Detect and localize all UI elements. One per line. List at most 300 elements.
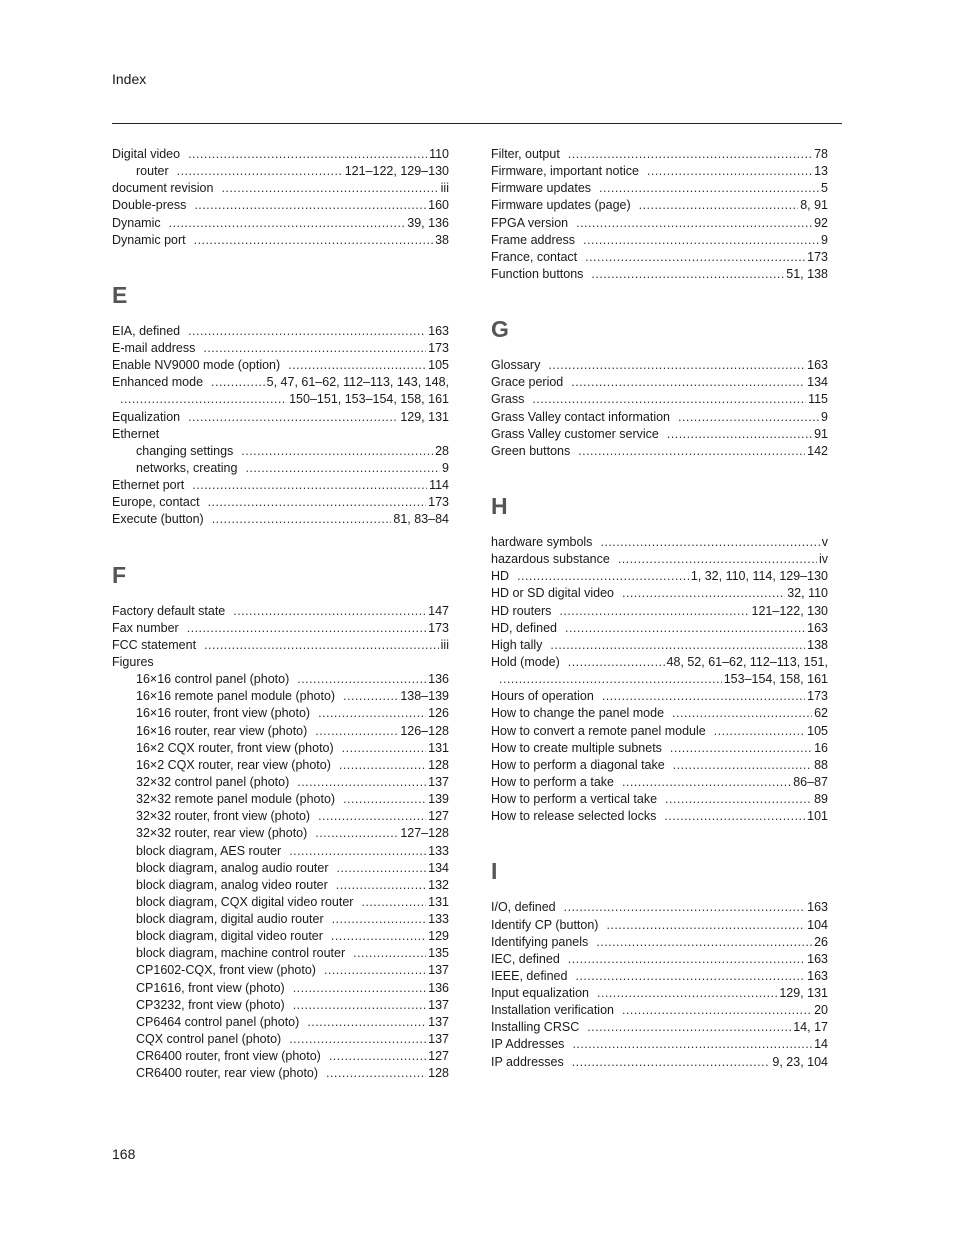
index-term: How to convert a remote panel module (491, 723, 706, 738)
index-entry (491, 774, 828, 791)
index-term: CP1616, front view (photo) (136, 980, 285, 995)
index-page-reference: 133 (428, 912, 449, 927)
index-page-reference: 16 (814, 740, 828, 755)
index-entry (491, 232, 828, 249)
dot-leader (575, 968, 805, 985)
index-page-reference: 127–128 (400, 826, 449, 841)
index-page-reference: 13 (814, 164, 828, 179)
index-page-reference: 127 (428, 1049, 449, 1064)
index-group-g (491, 357, 828, 460)
index-page-reference: 163 (428, 323, 449, 338)
index-entry (491, 740, 828, 757)
dot-leader (517, 568, 689, 585)
index-entry (491, 163, 828, 180)
index-entry (491, 146, 828, 163)
index-entry (112, 477, 449, 494)
index-entry (112, 511, 449, 528)
dot-leader (673, 757, 812, 774)
index-entry (112, 232, 449, 249)
index-entry (112, 215, 449, 232)
dot-leader (353, 945, 426, 962)
index-entry (491, 391, 828, 408)
dot-leader (204, 637, 439, 654)
index-page-reference: 134 (428, 860, 449, 875)
index-term: How to release selected locks (491, 809, 657, 824)
index-term: CR6400 router, front view (photo) (136, 1049, 321, 1064)
index-entry (112, 357, 449, 374)
index-page-reference: 121–122, 129–130 (344, 164, 449, 179)
index-term: 32×32 control panel (photo) (136, 774, 290, 789)
index-page-reference: 92 (814, 215, 828, 230)
index-entry (491, 1002, 828, 1019)
index-group-d (112, 146, 449, 249)
dot-leader (591, 266, 784, 283)
index-term: IP Addresses (491, 1037, 565, 1052)
index-term: Hold (mode) (491, 654, 560, 669)
dot-leader (602, 688, 805, 705)
dot-leader (331, 928, 426, 945)
dot-leader (289, 1031, 426, 1048)
dot-leader (559, 603, 749, 620)
index-subentry (112, 705, 449, 722)
index-page-reference: 88 (814, 757, 828, 772)
index-term: 16×2 CQX router, front view (photo) (136, 740, 334, 755)
index-page-reference: 126 (428, 706, 449, 721)
index-page-reference: 104 (807, 917, 828, 932)
dot-leader (572, 1054, 771, 1071)
index-page-reference: 128 (428, 1066, 449, 1081)
dot-leader (568, 146, 812, 163)
dot-leader (297, 671, 426, 688)
index-subentry (112, 791, 449, 808)
index-entry (491, 197, 828, 214)
index-entry (491, 443, 828, 460)
index-term: IP addresses (491, 1054, 564, 1069)
index-term: networks, creating (136, 460, 238, 475)
index-entry (112, 409, 449, 426)
dot-leader (664, 808, 805, 825)
index-page-reference: 115 (808, 392, 828, 407)
index-term: 16×16 remote panel module (photo) (136, 689, 336, 704)
index-subentry (112, 774, 449, 791)
index-subentry (112, 163, 449, 180)
index-page-reference: 133 (428, 843, 449, 858)
dot-leader (120, 391, 287, 408)
dot-leader (188, 146, 427, 163)
index-subentry (112, 1031, 449, 1048)
index-entry (491, 688, 828, 705)
dot-leader (587, 1019, 791, 1036)
index-term: Frame address (491, 232, 576, 247)
index-page-reference: 9, 23, 104 (772, 1054, 828, 1069)
index-page-reference: 32, 110 (787, 586, 828, 601)
dot-leader (678, 409, 819, 426)
index-term: Grass Valley contact information (491, 409, 671, 424)
dot-leader (318, 808, 426, 825)
index-page-reference: 91 (814, 426, 828, 441)
index-term: 16×16 router, rear view (photo) (136, 723, 308, 738)
index-page-reference: 26 (814, 934, 828, 949)
index-page-reference: 173 (807, 689, 828, 704)
dot-leader (622, 774, 791, 791)
index-entry (491, 723, 828, 740)
dot-leader (324, 962, 426, 979)
index-page-reference: 142 (807, 443, 828, 458)
dot-leader (618, 551, 817, 568)
dot-leader (361, 894, 426, 911)
index-term: Execute (button) (112, 512, 204, 527)
section-letter-f: F (112, 561, 127, 588)
dot-leader (667, 426, 812, 443)
index-entry (491, 585, 828, 602)
index-term: FPGA version (491, 215, 569, 230)
index-term: Digital video (112, 147, 181, 161)
index-entry (112, 426, 449, 443)
index-term: Green buttons (491, 443, 571, 458)
index-subentry (112, 671, 449, 688)
index-term: How to perform a vertical take (491, 792, 658, 807)
index-subentry (112, 945, 449, 962)
index-subentry (112, 911, 449, 928)
index-group-e (112, 323, 449, 529)
dot-leader (188, 323, 426, 340)
dot-leader (307, 1014, 426, 1031)
index-page-reference: 147 (428, 603, 449, 618)
index-entry (491, 791, 828, 808)
index-subentry (112, 443, 449, 460)
index-subentry (112, 1065, 449, 1082)
index-page-reference: 129 (428, 929, 449, 944)
dot-leader (188, 409, 398, 426)
index-entry (112, 323, 449, 340)
dot-leader (241, 443, 433, 460)
index-page-reference: 129, 131 (779, 986, 828, 1001)
dot-leader (639, 197, 799, 214)
index-term: Double-press (112, 198, 187, 213)
dot-leader (548, 357, 805, 374)
index-term: CQX control panel (photo) (136, 1032, 282, 1047)
index-page-reference: 51, 138 (786, 266, 828, 281)
index-group-i (491, 899, 828, 1070)
dot-leader (596, 934, 812, 951)
index-entry (112, 197, 449, 214)
index-entry (491, 808, 828, 825)
index-entry (112, 620, 449, 637)
index-term: Ethernet port (112, 478, 185, 493)
index-subentry (112, 894, 449, 911)
running-head: Index (112, 71, 147, 87)
index-term: Figures (112, 654, 154, 669)
index-page-reference: 38 (435, 232, 449, 247)
index-page-reference: 163 (807, 620, 828, 635)
index-entry (491, 568, 828, 585)
index-entry (491, 917, 828, 934)
index-term: IEEE, defined (491, 968, 568, 983)
index-term: Enhanced mode (112, 375, 204, 390)
index-subentry (112, 877, 449, 894)
index-page-reference: 138 (807, 637, 828, 652)
index-page-reference: 135 (428, 946, 449, 961)
index-term: Ethernet (112, 426, 160, 441)
index-page-reference: 150–151, 153–154, 158, 161 (289, 392, 449, 407)
index-page-reference: 173 (428, 495, 449, 510)
dot-leader (583, 232, 819, 249)
index-entry (112, 494, 449, 511)
index-entry-continuation (491, 671, 828, 688)
index-page-reference: 137 (428, 1032, 449, 1047)
index-term: 16×16 router, front view (photo) (136, 706, 311, 721)
index-term: Dynamic (112, 215, 161, 230)
index-term: Glossary (491, 358, 541, 373)
index-entry (491, 637, 828, 654)
index-entry (491, 603, 828, 620)
index-page-reference: 14, 17 (793, 1020, 828, 1035)
index-entry (112, 146, 449, 163)
dot-leader (342, 740, 426, 757)
index-subentry (112, 928, 449, 945)
index-page-reference: v (821, 534, 828, 549)
dot-leader (532, 391, 806, 408)
dot-leader (177, 163, 343, 180)
index-term: EIA, defined (112, 323, 181, 338)
dot-leader (665, 791, 812, 808)
index-term: HD routers (491, 603, 552, 618)
index-entry (491, 620, 828, 637)
index-term: 32×32 router, rear view (photo) (136, 826, 308, 841)
index-page-reference: 136 (428, 980, 449, 995)
dot-leader (315, 825, 398, 842)
index-term: Firmware updates (page) (491, 198, 631, 213)
page-number: 168 (112, 1146, 136, 1162)
index-term: block diagram, digital audio router (136, 912, 324, 927)
index-entry (491, 551, 828, 568)
index-entry (491, 426, 828, 443)
index-page-reference: 163 (807, 900, 828, 915)
index-entry (491, 409, 828, 426)
dot-leader (332, 911, 427, 928)
index-term: High tally (491, 637, 543, 652)
index-entry (491, 357, 828, 374)
dot-leader (211, 374, 265, 391)
dot-leader (606, 917, 805, 934)
dot-leader (622, 1002, 812, 1019)
index-page-reference: 173 (428, 620, 449, 635)
index-entry (491, 968, 828, 985)
index-subentry (112, 1014, 449, 1031)
dot-leader (192, 477, 427, 494)
index-term: 16×16 control panel (photo) (136, 672, 290, 687)
index-entry (491, 374, 828, 391)
index-page-reference: 1, 32, 110, 114, 129–130 (690, 569, 828, 584)
index-page-reference: 81, 83–84 (393, 512, 449, 527)
index-entry (491, 1019, 828, 1036)
index-page-reference: 128 (428, 757, 449, 772)
index-page-reference: 173 (807, 249, 828, 264)
index-term: block diagram, analog video router (136, 877, 328, 892)
index-page-reference: 62 (814, 706, 828, 721)
index-group-f-continued (491, 146, 828, 283)
index-page-reference: 105 (807, 723, 828, 738)
index-page-reference: 131 (428, 894, 449, 909)
index-term: Grass (491, 392, 525, 407)
dot-leader (597, 985, 777, 1002)
dot-leader (245, 460, 440, 477)
index-page-reference: 5 (821, 181, 828, 196)
index-term: I/O, defined (491, 900, 556, 915)
dot-leader (293, 980, 426, 997)
dot-leader (194, 197, 426, 214)
index-term: Hours of operation (491, 689, 594, 704)
dot-leader (568, 951, 805, 968)
index-term: HD (491, 569, 510, 584)
index-column-right (491, 146, 828, 1071)
index-term: Function buttons (491, 266, 584, 281)
index-page-reference: iv (818, 552, 828, 567)
index-entry (491, 951, 828, 968)
index-page-reference: 105 (428, 358, 449, 373)
dot-leader (672, 705, 812, 722)
index-term: How to change the panel mode (491, 706, 665, 721)
dot-leader (339, 757, 426, 774)
index-page-reference: 137 (428, 774, 449, 789)
dot-leader (343, 688, 398, 705)
dot-leader (315, 723, 398, 740)
index-subentry (112, 740, 449, 757)
index-page-reference: 126–128 (400, 723, 449, 738)
index-term: block diagram, analog audio router (136, 860, 329, 875)
index-term: Enable NV9000 mode (option) (112, 358, 281, 373)
index-page-reference: iii (440, 637, 449, 652)
header-rule (112, 123, 842, 124)
section-letter-e: E (112, 281, 128, 308)
index-subentry (112, 980, 449, 997)
dot-leader (576, 215, 812, 232)
dot-leader (343, 791, 426, 808)
index-page-reference: 173 (428, 340, 449, 355)
index-entry (491, 266, 828, 283)
dot-leader (550, 637, 805, 654)
index-page-reference: 78 (814, 147, 828, 161)
section-letter-i: I (491, 858, 498, 885)
index-term: 32×32 router, front view (photo) (136, 809, 311, 824)
index-entry (112, 340, 449, 357)
index-term: IEC, defined (491, 951, 560, 966)
index-page-reference: 110 (429, 147, 449, 161)
index-column-left (112, 146, 449, 1082)
dot-leader (647, 163, 812, 180)
index-term: block diagram, digital video router (136, 929, 323, 944)
index-subentry (112, 808, 449, 825)
dot-leader (233, 603, 426, 620)
index-entry (112, 180, 449, 197)
index-page-reference: 9 (821, 409, 828, 424)
dot-leader (326, 1065, 426, 1082)
index-page-reference: 121–122, 130 (751, 603, 828, 618)
index-page-reference: 129, 131 (400, 409, 449, 424)
dot-leader (670, 740, 812, 757)
index-entry (491, 757, 828, 774)
index-term: 32×32 remote panel module (photo) (136, 792, 336, 807)
dot-leader (212, 511, 392, 528)
dot-leader (293, 997, 426, 1014)
dot-leader (221, 180, 438, 197)
index-term: E-mail address (112, 340, 196, 355)
index-page-reference: 153–154, 158, 161 (723, 672, 828, 687)
index-page-reference: 101 (807, 809, 828, 824)
index-term: Firmware updates (491, 181, 592, 196)
index-entry (112, 654, 449, 671)
index-term: block diagram, machine control router (136, 946, 346, 961)
index-term: CP3232, front view (photo) (136, 997, 285, 1012)
index-term: changing settings (136, 443, 234, 458)
index-term: hardware symbols (491, 534, 593, 549)
dot-leader (499, 671, 722, 688)
index-term: Equalization (112, 409, 181, 424)
index-term: France, contact (491, 249, 578, 264)
index-page-reference: 137 (428, 963, 449, 978)
index-term: block diagram, CQX digital video router (136, 894, 354, 909)
index-page-reference: 8, 91 (800, 198, 828, 213)
index-term: Dynamic port (112, 232, 186, 247)
index-page-reference: 9 (821, 232, 828, 247)
dot-leader (564, 899, 806, 916)
index-entry (491, 249, 828, 266)
dot-leader (714, 723, 805, 740)
dot-leader (297, 774, 426, 791)
index-group-f (112, 603, 449, 1083)
index-page-reference: 138–139 (400, 689, 449, 704)
dot-leader (336, 860, 426, 877)
index-term: document revision (112, 181, 214, 196)
index-term: How to perform a take (491, 774, 614, 789)
index-term: CP1602-CQX, front view (photo) (136, 963, 316, 978)
index-term: Europe, contact (112, 495, 200, 510)
index-term: Fax number (112, 620, 179, 635)
index-term: Input equalization (491, 986, 589, 1001)
index-term: Identify CP (button) (491, 917, 599, 932)
dot-leader (568, 654, 665, 671)
index-term: How to perform a diagonal take (491, 757, 665, 772)
index-term: Identifying panels (491, 934, 589, 949)
index-term: CR6400 router, rear view (photo) (136, 1066, 319, 1081)
index-subentry (112, 460, 449, 477)
index-term: How to create multiple subnets (491, 740, 662, 755)
section-letter-g: G (491, 316, 509, 343)
dot-leader (622, 585, 785, 602)
dot-leader (585, 249, 805, 266)
index-term: 16×2 CQX router, rear view (photo) (136, 757, 331, 772)
index-page-reference: 9 (442, 460, 449, 475)
index-subentry (112, 843, 449, 860)
index-term: Grace period (491, 375, 564, 390)
index-entry (491, 934, 828, 951)
index-page-reference: 134 (807, 375, 828, 390)
index-page-reference: 163 (807, 358, 828, 373)
dot-leader (169, 215, 406, 232)
index-subentry (112, 997, 449, 1014)
dot-leader (572, 1036, 812, 1053)
index-subentry (112, 962, 449, 979)
index-term: Firmware, important notice (491, 164, 639, 179)
index-page-reference: 137 (428, 1014, 449, 1029)
index-page-reference: 20 (814, 1003, 828, 1018)
index-subentry (112, 860, 449, 877)
index-term: Filter, output (491, 147, 560, 161)
index-page-reference: 89 (814, 792, 828, 807)
dot-leader (329, 1048, 426, 1065)
index-term: block diagram, AES router (136, 843, 282, 858)
index-entry (491, 1036, 828, 1053)
